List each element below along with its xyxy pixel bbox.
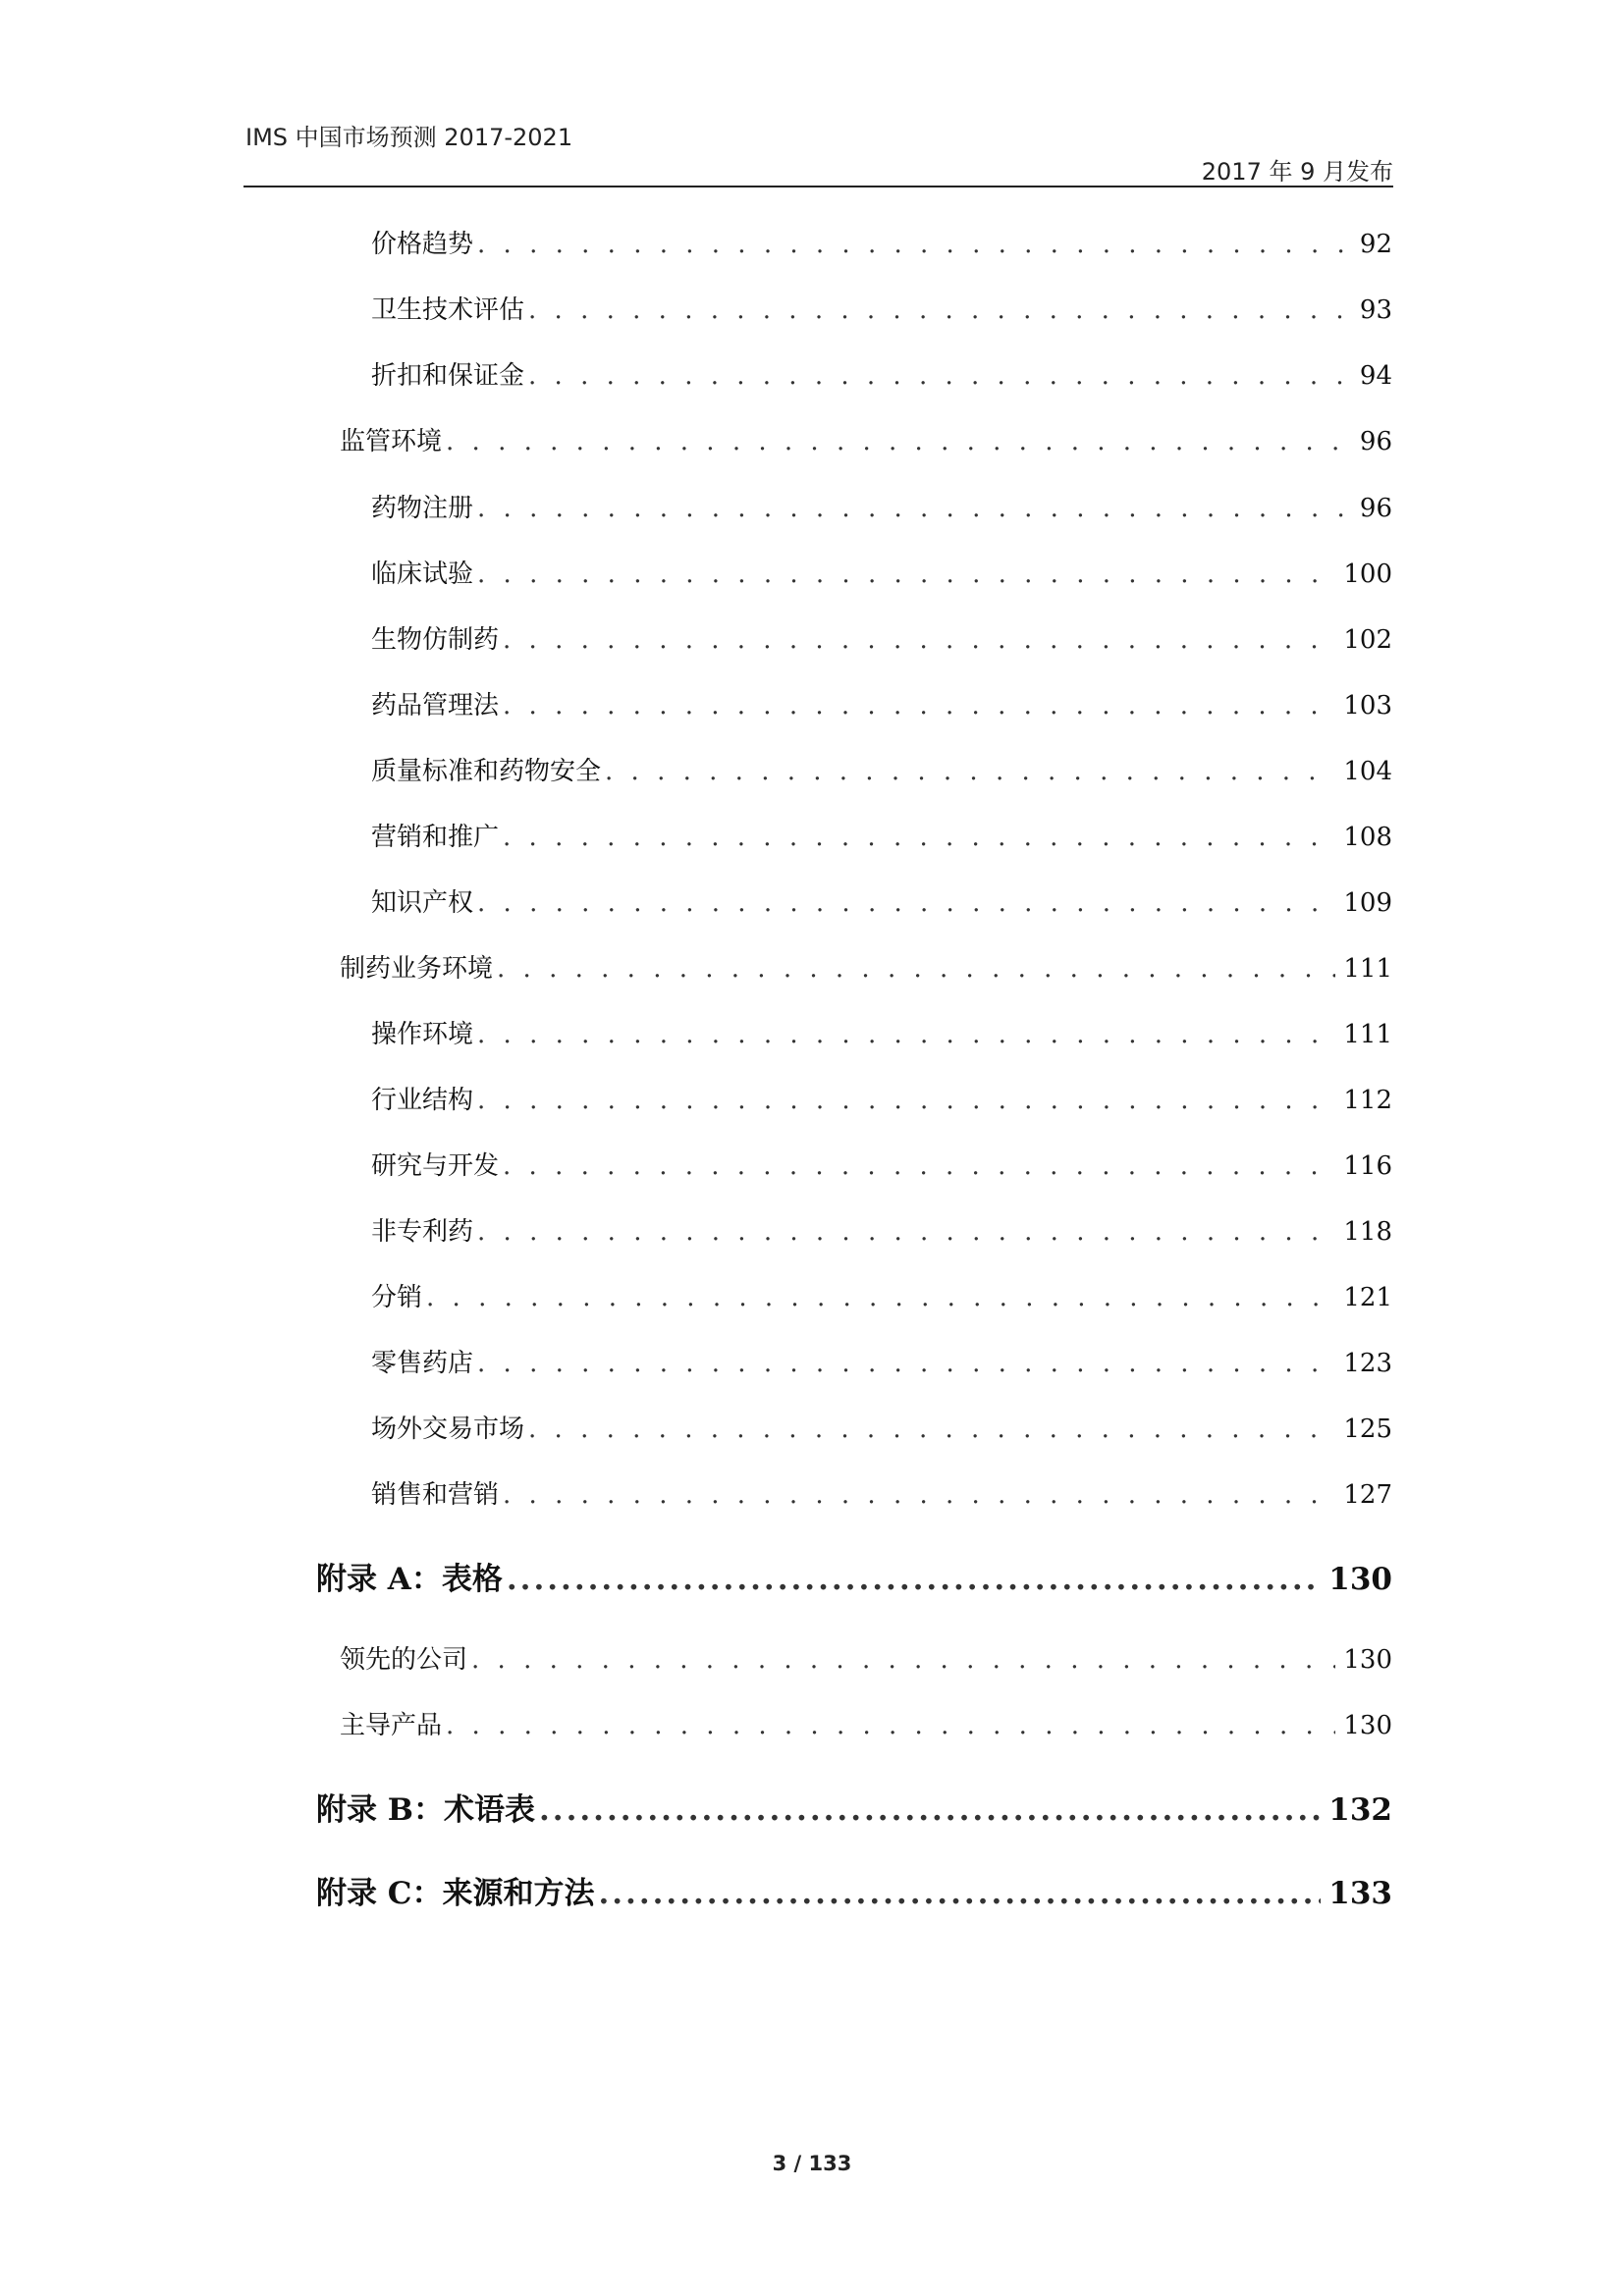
- toc-entry[interactable]: [371, 1474, 1392, 1511]
- toc-dot-leader: [471, 1645, 1335, 1675]
- toc-entry-page: 130: [1343, 1711, 1392, 1740]
- toc-entry[interactable]: [371, 1014, 1392, 1050]
- toc-dot-leader: [477, 888, 1335, 918]
- toc-entry-label: 分销: [371, 1283, 423, 1312]
- toc-entry-page: 93: [1359, 295, 1392, 325]
- toc-entry[interactable]: [371, 488, 1392, 524]
- toc-entry-page: 111: [1343, 954, 1392, 984]
- toc-dot-leader: [446, 427, 1352, 456]
- toc-entry-label: 附录 C：来源和方法: [316, 1876, 595, 1911]
- toc-dot-leader: [503, 823, 1335, 852]
- toc-entry-label: 药品管理法: [371, 691, 500, 721]
- toc-entry-page: 94: [1359, 361, 1392, 391]
- toc-entry-page: 112: [1343, 1086, 1392, 1115]
- toc-entry-page: 130: [1343, 1645, 1392, 1675]
- toc-entry-label: 制药业务环境: [340, 954, 494, 984]
- toc-entry[interactable]: [371, 355, 1392, 392]
- toc-entry-label: 销售和营销: [371, 1480, 500, 1510]
- publish-date: 2017 年 9 月发布: [1201, 158, 1393, 186]
- toc-dot-leader: [598, 1876, 1321, 1911]
- toc-dot-leader: [528, 361, 1352, 391]
- toc-entry[interactable]: [371, 1343, 1392, 1379]
- toc-dot-leader: [477, 230, 1352, 259]
- toc-entry-label: 价格趋势: [371, 230, 474, 259]
- toc-entry-page: 104: [1343, 757, 1392, 786]
- toc-entry-label: 卫生技术评估: [371, 295, 525, 325]
- toc-entry[interactable]: [340, 1639, 1392, 1676]
- toc-dot-leader: [503, 1480, 1335, 1510]
- toc-entry[interactable]: [340, 948, 1392, 985]
- toc-dot-leader: [477, 560, 1335, 589]
- toc-entry-label: 领先的公司: [340, 1645, 468, 1675]
- toc-entry-page: 132: [1328, 1792, 1392, 1828]
- toc-dot-leader: [539, 1792, 1321, 1828]
- toc-entry-page: 108: [1343, 823, 1392, 852]
- toc-entry[interactable]: [371, 1277, 1392, 1313]
- toc-entry-page: 96: [1359, 427, 1392, 456]
- toc-entry[interactable]: [340, 421, 1392, 457]
- toc-dot-leader: [528, 295, 1352, 325]
- toc-entry-label: 行业结构: [371, 1086, 474, 1115]
- toc-entry-label: 非专利药: [371, 1217, 474, 1247]
- toc-entry-label: 监管环境: [340, 427, 443, 456]
- toc-entry-page: 96: [1359, 494, 1392, 523]
- toc-entry-label: 研究与开发: [371, 1151, 500, 1181]
- toc-entry-page: 109: [1343, 888, 1392, 918]
- toc-entry[interactable]: [371, 224, 1392, 260]
- toc-dot-leader: [477, 494, 1352, 523]
- toc-dot-leader: [497, 954, 1335, 984]
- toc-entry-label: 临床试验: [371, 560, 474, 589]
- toc-entry-label: 折扣和保证金: [371, 361, 525, 391]
- toc-dot-leader: [477, 1217, 1335, 1247]
- toc-entry-page: 130: [1328, 1562, 1392, 1597]
- toc-entry[interactable]: [371, 1080, 1392, 1116]
- toc-entry-appendix[interactable]: [316, 1785, 1392, 1829]
- toc-entry-label: 附录 A：表格: [316, 1562, 503, 1597]
- toc-dot-leader: [503, 691, 1335, 721]
- toc-entry[interactable]: [371, 751, 1392, 787]
- toc-entry-page: 133: [1328, 1876, 1392, 1911]
- toc-entry-label: 知识产权: [371, 888, 474, 918]
- toc-dot-leader: [426, 1283, 1335, 1312]
- toc-entry-page: 102: [1343, 625, 1392, 655]
- toc-entry-page: 103: [1343, 691, 1392, 721]
- toc-entry-page: 127: [1343, 1480, 1392, 1510]
- toc-dot-leader: [477, 1349, 1335, 1378]
- toc-entry[interactable]: [371, 1146, 1392, 1182]
- toc-dot-leader: [605, 757, 1335, 786]
- toc-dot-leader: [446, 1711, 1335, 1740]
- toc-dot-leader: [507, 1562, 1321, 1597]
- toc-entry-label: 场外交易市场: [371, 1415, 525, 1444]
- page-number: 3 / 133: [772, 2152, 852, 2175]
- toc-entry-label: 主导产品: [340, 1711, 443, 1740]
- toc-entry-page: 92: [1359, 230, 1392, 259]
- toc-entry[interactable]: [371, 1211, 1392, 1248]
- toc-entry[interactable]: [371, 685, 1392, 721]
- toc-entry-page: 121: [1343, 1283, 1392, 1312]
- toc-entry-label: 质量标准和药物安全: [371, 757, 602, 786]
- toc-entry-page: 116: [1343, 1151, 1392, 1181]
- toc-dot-leader: [503, 625, 1335, 655]
- toc-entry[interactable]: [371, 554, 1392, 590]
- toc-entry-page: 123: [1343, 1349, 1392, 1378]
- toc-entry[interactable]: [371, 1409, 1392, 1445]
- toc-dot-leader: [477, 1020, 1335, 1049]
- toc-entry[interactable]: [371, 619, 1392, 656]
- toc-entry-appendix[interactable]: [316, 1554, 1392, 1598]
- toc-dot-leader: [528, 1415, 1335, 1444]
- toc-entry-label: 操作环境: [371, 1020, 474, 1049]
- toc-dot-leader: [477, 1086, 1335, 1115]
- toc-entry-label: 药物注册: [371, 494, 474, 523]
- toc-entry-label: 生物仿制药: [371, 625, 500, 655]
- toc-entry[interactable]: [371, 882, 1392, 919]
- toc-entry-page: 111: [1343, 1020, 1392, 1049]
- toc-entry-page: 118: [1343, 1217, 1392, 1247]
- toc-entry[interactable]: [371, 817, 1392, 853]
- toc-entry[interactable]: [340, 1705, 1392, 1741]
- toc-entry-label: 零售药店: [371, 1349, 474, 1378]
- toc-dot-leader: [503, 1151, 1335, 1181]
- document-title: IMS 中国市场预测 2017-2021: [245, 124, 573, 151]
- toc-entry-page: 100: [1343, 560, 1392, 589]
- toc-entry-page: 125: [1343, 1415, 1392, 1444]
- toc-entry-label: 附录 B：术语表: [316, 1792, 535, 1828]
- toc-entry-appendix[interactable]: [316, 1868, 1392, 1912]
- toc-entry-label: 营销和推广: [371, 823, 500, 852]
- toc-entry[interactable]: [371, 290, 1392, 326]
